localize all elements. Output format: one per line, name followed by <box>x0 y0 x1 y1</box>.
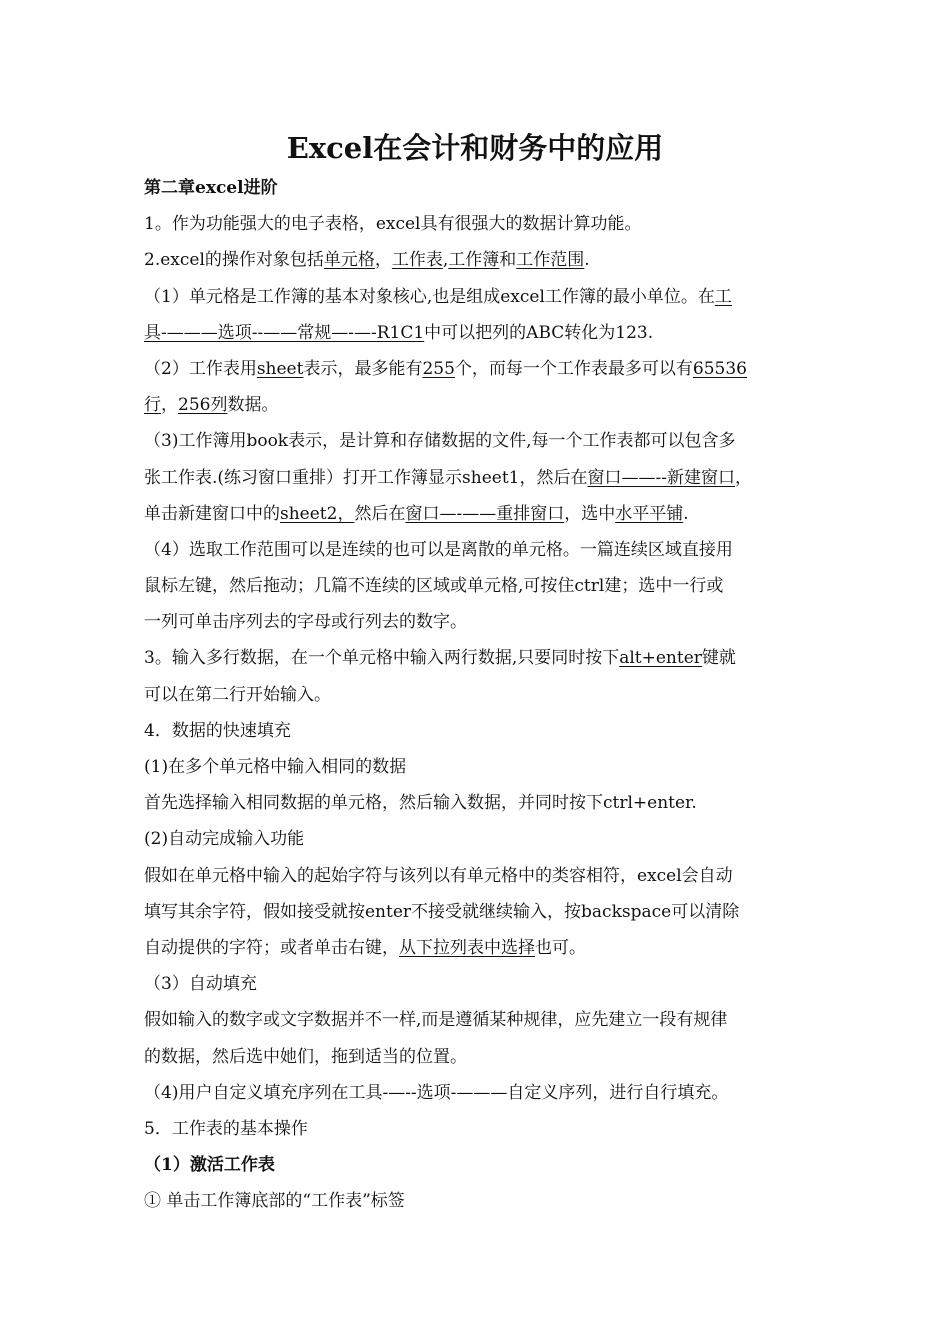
text-segment: 1。作为功能强大的电子表格，excel具有很强大的数据计算功能。 <box>144 214 642 235</box>
text-segment: （4)用户自定义填充序列在工具-—--选项-———自定义序列，进行自行填充。 <box>144 1082 729 1103</box>
text-segment: （3)工作簿用book表示，是计算和存储数据的文件,每一个工作表都可以包含多 <box>144 431 736 452</box>
text-segment: （4）选取工作范围可以是连续的也可以是离散的单元格。一篇连续区域直接用 <box>144 539 733 560</box>
underlined-term: 具-———选项--——常规—-—-R1C1 <box>144 322 425 343</box>
text-line <box>144 1183 816 1219</box>
text-segment: （1）单元格是工作簿的基本对象核心,也是组成excel工作簿的最小单位。在 <box>144 286 715 307</box>
underlined-term: 行 <box>144 395 161 416</box>
text-segment: . <box>584 250 590 271</box>
text-line <box>144 713 816 749</box>
underlined-term: 单元格 <box>323 250 375 271</box>
text-segment: (1)在多个单元格中输入相同的数据 <box>144 757 407 777</box>
text-line <box>144 604 816 640</box>
text-line <box>144 423 816 459</box>
text-segment: ， <box>161 395 178 416</box>
underlined-term: 水平平铺 <box>615 503 684 524</box>
text-line <box>144 206 816 242</box>
text-line <box>144 170 816 206</box>
text-segment: 数据。 <box>227 395 279 416</box>
text-segment: 也可。 <box>535 937 586 958</box>
underlined-term: sheet <box>256 358 304 379</box>
underlined-term: 65536 <box>692 358 748 379</box>
text-segment: 2.excel的操作对象包括 <box>144 250 324 271</box>
text-segment: 4．数据的快速填充 <box>144 720 291 741</box>
document-title: Excel在会计和财务中的应用 <box>286 131 664 165</box>
underlined-term: 窗口——--新建窗口 <box>587 467 735 488</box>
underlined-term: sheet2， <box>280 503 355 524</box>
text-segment: 键就 <box>701 648 736 669</box>
text-segment: 首先选择输入相同数据的单元格，然后输入数据，并同时按下ctrl+enter. <box>144 793 697 814</box>
text-segment: 假如在单元格中输入的起始字符与该列以有单元格中的类容相符，excel会自动 <box>144 865 733 886</box>
text-segment: ① 单击工作簿底部的“工作表”标签 <box>144 1191 405 1212</box>
underlined-term: 256列 <box>178 395 228 416</box>
text-line <box>144 858 816 894</box>
text-line <box>144 1039 816 1075</box>
text-segment: 的数据，然后选中她们，拖到适当的位置。 <box>144 1046 467 1067</box>
text-line <box>144 930 816 966</box>
text-line <box>144 894 816 930</box>
text-segment: 和 <box>499 250 517 271</box>
text-line <box>144 460 816 496</box>
text-line <box>144 785 816 821</box>
text-segment: （2）工作表用 <box>144 358 257 379</box>
text-segment: 假如输入的数字或文字数据并不一样,而是遵循某种规律，应先建立一段有规律 <box>144 1010 728 1031</box>
text-line <box>144 351 816 387</box>
text-line <box>144 640 816 676</box>
text-line <box>144 677 816 713</box>
underlined-term: 从下拉列表中选择 <box>399 937 535 958</box>
text-segment: 张工作表.(练习窗口重排）打开工作簿显示sheet1，然后在 <box>144 467 588 488</box>
text-segment: (2)自动完成输入功能 <box>144 829 305 850</box>
text-line <box>144 1002 816 1038</box>
underlined-term: 工作表 <box>391 250 443 271</box>
underlined-term: alt+enter <box>619 648 702 669</box>
text-segment: （1）激活工作表 <box>144 1155 275 1176</box>
text-line <box>144 387 816 423</box>
text-segment: 单击新建窗口中的 <box>144 503 280 524</box>
underlined-term: 工作范围 <box>516 250 585 271</box>
text-segment: 可以在第二行开始输入。 <box>144 684 331 705</box>
underlined-term: 窗口—-——重排窗口 <box>405 503 565 524</box>
text-segment: 鼠标左键，然后拖动；几篇不连续的区域或单元格,可按住ctrl建；选中一行或 <box>144 576 724 597</box>
text-line <box>144 496 816 532</box>
text-line <box>144 315 816 351</box>
text-line <box>144 1111 816 1147</box>
text-segment: 3。输入多行数据，在一个单元格中输入两行数据,只要同时按下 <box>144 648 620 669</box>
text-line <box>144 568 816 604</box>
text-segment: 个，而每一个工作表最多可以有 <box>454 358 693 379</box>
text-segment: 中可以把列的ABC转化为123. <box>424 322 654 343</box>
text-segment: 一列可单击序列去的字母或行列去的数字。 <box>144 612 467 633</box>
text-segment: 填写其余字符，假如接受就按enter不接受就继续输入，按backspace可以清除 <box>144 901 740 922</box>
underlined-term: 255 <box>422 358 455 379</box>
text-line <box>144 821 816 857</box>
text-segment: （3）自动填充 <box>144 974 257 995</box>
text-segment: 然后在 <box>354 503 406 524</box>
document-body <box>144 170 816 1219</box>
underlined-term: 工 <box>714 286 732 307</box>
text-line <box>144 242 816 278</box>
text-line <box>144 1075 816 1111</box>
underlined-term: 工作簿 <box>448 250 500 271</box>
text-line <box>144 966 816 1002</box>
text-segment: 自动提供的字符；或者单击右键， <box>144 937 399 958</box>
text-segment: . <box>683 503 689 524</box>
text-segment: ， <box>734 467 752 488</box>
text-segment: 表示，最多能有 <box>303 358 423 379</box>
text-segment: , <box>442 250 449 271</box>
text-segment: ， <box>374 250 392 271</box>
text-line <box>144 532 816 568</box>
text-line <box>144 749 816 785</box>
text-line <box>144 279 816 315</box>
text-line <box>144 1147 816 1183</box>
text-segment: ，选中 <box>564 503 616 524</box>
text-segment: 第二章excel进阶 <box>144 178 278 198</box>
text-segment: 5．工作表的基本操作 <box>144 1118 308 1139</box>
